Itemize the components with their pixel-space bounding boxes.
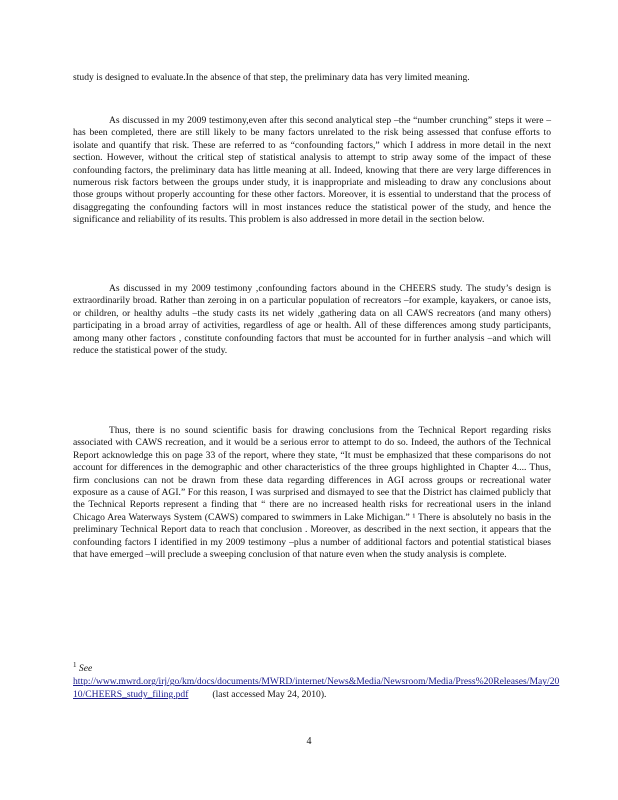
page-number: 4 (306, 736, 312, 747)
footnote-link[interactable]: http://www.mwrd.org/irj/go/km/docs/documents/MWRD/internet/News&Media/Newsroom/Media/Press%20Releases/May/2010/CHEERS_study_filing.pdf (73, 676, 560, 701)
paragraph-1 (73, 72, 551, 84)
footnote-see: See (78, 663, 93, 675)
paragraph-4-text: Thus, there is no sound scientific basis for drawing conclusions from the Technical Report regarding risks associated with CAWS recreation, and it would be a serious error to attempt to do so. Indeed, the authors of the Technical Report acknowledge this on page 33 of the report, where they state, “It must be emphasized that these comparisons do not account for differences in the demographic and other characteristics of the three groups highlighted in Chapter 4.... Thus, firm conclusions can not be drawn from these data regarding differences in AGI across groups or recreational water exposure as a cause of AGI.” For this reason, I was surprised and dismayed to see that the District has claimed publicly that the Technical Reports represent a finding that “ there are no increased health risks for recreational users in the inland Chicago Area Waterways System (CAWS) compared to swimmers in Lake Michigan.” ¹ There is absolutely no basis in the preliminary Technical Report data to reach that conclusion . Moreover, as described in the next section, it appears that the confounding factors I identified in my 2009 testimony –plus a number of additional factors and potential statistical biases that have emerged –will preclude a sweeping conclusion of that nature even when the study analysis is complete. (73, 425, 551, 561)
paragraph-2-text: As discussed in my 2009 testimony,even after this second analytical step –the “number crunching” steps it were –has been completed, there are still likely to be many factors unrelated to the risk being assessed that confuse efforts to isolate and quantify that risk. These are referred to as “confounding factors,” which I address in more detail in the next section. However, without the critical step of statistical analysis to attempt to strip away some of the impact of these confounding factors, the preliminary data has little meaning at all. Indeed, knowing that there are very large differences in numerous risk factors between the groups under study, it is inappropriate and misleading to draw any conclusions about those groups without properly accounting for these other factors. Moreover, it is essential to understand that the process of disaggregating the confounding factors will in most instances reduce the statistical power of the study, and hence the significance and reliability of its results. This problem is also addressed in more detail in the section below. (73, 115, 551, 226)
footnote-marker: 1 (73, 661, 77, 669)
footnote-accessed: (last accessed May 24, 2010). (212, 689, 327, 701)
paragraph-1-text: study is designed to evaluate.In the absence of that step, the preliminary data has very limited meaning. (73, 72, 470, 83)
footnote (73, 659, 563, 701)
paragraph-3 (73, 283, 551, 357)
paragraph-4 (73, 425, 551, 561)
paragraph-3-text: As discussed in my 2009 testimony ,confounding factors abound in the CHEERS study. The study’s design is extraordinarily broad. Rather than zeroing in on a particular population of recreators –for example, kayakers, or canoe ists, or children, or healthy adults –the study casts its net widely ,gathering data on all CAWS recreators (and many others) participating in a broad array of activities, regardless of age or health. All of these differences among study participants, among many other factors , constitute confounding factors that must be accounted for in further analysis –and which will reduce the statistical power of the study. (73, 283, 551, 357)
paragraph-2 (73, 115, 551, 227)
